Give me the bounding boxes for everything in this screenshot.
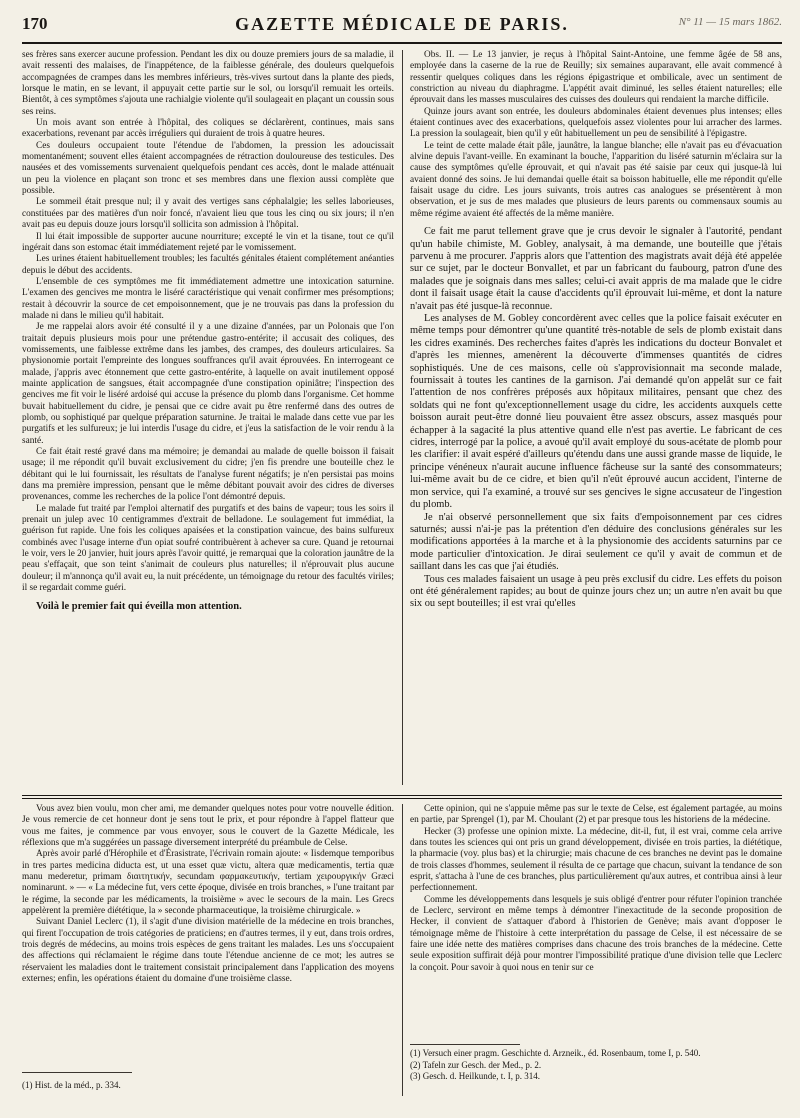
footnote: (1) Versuch einer pragm. Geschichte d. Arzneik., éd. Rosenbaum, tome I, p. 540. (410, 1048, 701, 1058)
section-rule (22, 798, 782, 799)
footnote: (2) Tafeln zur Gesch. der Med., p. 2. (410, 1059, 542, 1070)
lower-left-column (22, 804, 394, 1054)
paragraph: Les analyses de M. Gobley concordèrent avec celles que la police faisait exécuter en même temps pour démontrer qu'une quantité très-notable de sels de plomb existait dans les cidres examinés. Des recherches faites d'après les indications du docteur Bonvalet et d'après les miennes, amenèrent la découverte d'immenses quantités de cidres sophistiqués. Une de ces maisons, celle où s'approvisionnait ma seconde malade, fournissait à toutes les cantines de la garnison. J'ai demandé qu'on appelât sur ce fait l'attention de nos confrères préposés aux hôpitaux militaires, pensant que chez des soldats qui ne font qu'exceptionnellement usage du cidre, les accidents auxquels cette boisson aurait peut-être donné lieu pouvaient être assez obscurs, assez masqués pour échapper à la sagacité la plus attentive quand elle n'est pas avertie. Le fabricant de ces cidres, interrogé par la police, a avoué qu'il avait employé du sous-acétate de plomb pour les clarifier: il avait espéré d'ailleurs qu'étendu dans une aussi grande masse de liquide, le principe vénéneux n'aurait aucune influence fâcheuse sur la santé des consommateurs; lui-même avait bu de ce cidre, et bien qu'il n'eût éprouvé aucun accident, l'interne de mon service, qui l'a examiné, a trouvé sur ses gencives le signe accusateur de l'ingestion du plomb. (410, 313, 782, 511)
paragraph: Vous avez bien voulu, mon cher ami, me demander quelques notes pour votre nouvelle édition. Je vous remercie de cet honneur dont je sens tout le prix, et pour répondre à l'appel flatteur que vous me faites, je commence par vous envoyer, sous le couvert de la Gazette Médicale, les réflexions que m'a suggérées un passage diversement interprété du préambule de Celse. (22, 804, 394, 849)
lower-right-column (410, 804, 782, 1040)
journal-title: GAZETTE MÉDICALE DE PARIS. (235, 14, 569, 34)
column-divider (402, 804, 403, 1096)
paragraph: Quinze jours avant son entrée, les douleurs abdominales étaient devenues plus intenses; elles étaient continues avec des exacerbations, quelquefois assez violentes pour lui arracher des larmes. La pression la soulageait, bien qu'il y eût habituellement un peu de sensibilité à l'épigastre. (410, 106, 782, 140)
footnotes-right (410, 1048, 782, 1083)
page-number: 170 (22, 14, 48, 33)
header-rule (22, 42, 782, 44)
footnote: (3) Gesch. d. Heilkunde, t. I, p. 314. (410, 1071, 540, 1081)
section-rule (22, 795, 782, 796)
paragraph: Cette opinion, qui ne s'appuie même pas sur le texte de Celse, est également partagée, au moins en partie, par Sprengel (1), par M. Choulant (2) et par presque tous les historiens de la médecine. (410, 804, 782, 826)
paragraph: Ce fait était resté gravé dans ma mémoire; je demandai au malade de quelle boisson il faisait usage; il me répondit qu'il buvait exclusivement du cidre; j'en fis prendre une bouteille chez le débitant qui le lui fournissait, les résultats de l'analyse furent négatifs; je n'en persistai pas moins dans ma première impression, pensant que le même débitant pouvait avoir des cidres de diverses provenances, comme les recherches de la police l'ont démontré depuis. (22, 447, 394, 503)
closing-sentence: Voilà le premier fait qui éveilla mon attention. (36, 600, 242, 612)
paragraph: Suivant Daniel Leclerc (1), il s'agit d'une division matérielle de la médecine en trois branches, qui firent l'occupation de trois catégories de praticiens; en d'autres termes, il y eut, dans trois ordres, trois degrés de médecins, au moins trois espèces de gens traitant les malades. Les uns s'occupaient des affections qui réclamaient le régime dans toute l'étendue ancienne de ce mot; les autres se réservaient les maladies dont le traitement consistait principalement dans l'application des moyens externes; enfin, les opérations étaient du domaine d'une troisième classe. (22, 917, 394, 985)
footnote-rule (22, 1072, 132, 1073)
footnotes-left (22, 1080, 394, 1092)
page-header (22, 14, 782, 40)
handwritten-date-stamp: N° 11 — 15 mars 1862. (678, 16, 782, 28)
paragraph: Le malade fut traité par l'emploi alternatif des purgatifs et des bains de vapeur; tous les soirs il prenait un julep avec 10 centigrammes d'extrait de belladone. Le soulagement fut immédiat, la guérison fut rapide. Une fois les coliques apaisées et la constipation vaincue, des bains sulfureux combinés avec l'usage interne d'un opiat soufré contribuèrent à achever sa cure. Quand je retournai le voir, vers le 20 janvier, huit jours après l'avoir quitté, je remarquai que la coloration jaunâtre de la peau s'effaçait, que son teint s'animait de couleurs plus naturelles; il n'éprouvait plus aucune douleur; il m'annonça qu'il avait eu, la nuit précédente, un témoignage du retour des facultés viriles; il se regardait comme guéri. (22, 503, 394, 594)
paragraph: Après avoir parlé d'Hérophile et d'Érasistrate, l'écrivain romain ajoute: « Iisdemque temporibus in tres partes medicina diducta est, ut una esset quæ victu, altera quæ medicamentis, tertia quæ manu mederetur, primam διαιτητικήν, secundam φαρμακευτικήν, tertiam χειρουργικήν Græci nominarunt. » — « La médecine fut, vers cette époque, divisée en trois branches, » l'une traitant par le régime, la seconde par les médicaments, la troisième » avec le secours de la main. Les Grecs appelèrent la première diététique, la » seconde pharmaceutique, la troisième chirurgicale. » (22, 849, 394, 917)
footnote-rule (410, 1044, 520, 1045)
paragraph: Le teint de cette malade était pâle, jaunâtre, la langue blanche; elle n'avait pas eu d'évacuation alvine depuis l'avant-veille. En examinant la bouche, l'apparition du liséré saturnin m'éclaira sur la cause des symptômes qu'elle éprouvait, et qui n'avait pas été saisie par ceux qui jusque-là lui avaient donné des soins. Je lui demandai quelle était sa boisson habituelle, elle me répondit qu'elle faisait usage du cidre. Les jours suivants, trois autres cas analogues se présentèrent à mon observation, et je sus de mes malades que plusieurs de leurs parents ou commensaux soumis au même régime avaient été affectés de la même manière. (410, 140, 782, 219)
paragraph: Obs. II. — Le 13 janvier, je reçus à l'hôpital Saint-Antoine, une femme âgée de 58 ans, employée dans la caserne de la rue de Reuilly; six semaines auparavant, elle avait commencé à ressentir quelques coliques dans les régions épigastrique et ombilicale, avec un sentiment de constriction au niveau du diaphragme. L'appétit avait diminué, les selles étaient naturelles; elle éprouvait dans les masses musculaires des cuisses des douleurs qui rendaient la marche difficile. (410, 50, 782, 106)
paragraph: Le sommeil était presque nul; il y avait des vertiges sans céphalalgie; les selles laborieuses, constituées par des matières d'un noir foncé, n'avaient lieu que tous les cinq ou six jours; il n'en avait pas eu depuis douze jours lorsqu'il sollicita son admission à l'hôpital. (22, 197, 394, 231)
paragraph: Je me rappelai alors avoir été consulté il y a une dizaine d'années, par un Polonais que l'on traitait depuis plusieurs mois pour une prétendue gastro-entérite; il accusait des coliques, des vomissements, une faiblesse extrême dans les jambes, des crampes, des douleurs articulaires. Sa physionomie portait l'empreinte des longues souffrances qu'il avait éprouvées. En interrogeant ce malade, j'appris avec étonnement que cette gastro-entérite, à laquelle on avait inutilement opposé mainte application de sangsues, était accompagnée d'une constipation opiniâtre; l'inspection des gencives me fit voir le liséré ardoisé qui accuse la présence du plomb dans l'organisme. Cet homme buvait habituellement du cidre, je pensai que ce cidre avait pu être renfermé dans des outres de plomb, ou sophistiqué par quelque préparation saturnine. Je traitai le malade dans cette vue par les purgatifs et les sulfureux; je lui interdis l'usage du cidre, et j'eus la satisfaction de le voir rendu à la santé. (22, 322, 394, 446)
paragraph: L'ensemble de ces symptômes me fit immédiatement admettre une intoxication saturnine. L'examen des gencives me montra le liséré caractéristique qui venait confirmer mes présomptions; restait à découvrir la source de cet empoisonnement, que je ne trouvais pas dans la profession du malade ni dans le milieu qu'il habitait. (22, 276, 394, 321)
paragraph: Ces douleurs occupaient toute l'étendue de l'abdomen, la pression les adoucissait momentanément; souvent elles étaient accompagnées de rétraction douloureuse des testicules. Des nausées et des vomissements survenaient quelquefois pendant ces accès, dont le malade atténuait un peu la violence en plaçant son tronc et ses membres dans une flexion aussi complète que possible. (22, 140, 394, 197)
paragraph: Il lui était impossible de supporter aucune nourriture; excepté le vin et la tisane, tout ce qu'il ingérait dans son estomac était immédiatement rejeté par le vomissement. (22, 231, 394, 253)
upper-left-column (22, 50, 394, 785)
paragraph: Les urines étaient habituellement troubles; les facultés génitales étaient complétement anéanties depuis le début des accidents. (22, 254, 394, 276)
paragraph: Tous ces malades faisaient un usage à peu près exclusif du cidre. Les effets du poison ont été généralement rapides; au bout de quinze jours chez un; un autre n'en avait bu que six ou sept bouteilles; il est vrai qu'elles (410, 573, 782, 610)
paragraph: Un mois avant son entrée à l'hôpital, des coliques se déclarèrent, continues, mais sans exacerbations, revenant par accès irréguliers qui duraient de trois à quatre heures. (22, 118, 394, 140)
paragraph: ses frères sans exercer aucune profession. Pendant les dix ou douze premiers jours de sa maladie, il avait ressenti des malaises, de l'inappétence, de la faiblesse générale, des douleurs quelquefois accompagnées de crampes dans les membres inférieurs, très-vives surtout dans la plante des pieds, lorsque le matin, en se levant, il appuyait cette partie sur le sol, ou lorsqu'il remuait les orteils. Bientôt, à ces symptômes s'ajouta une rachialgie violente qu'il soulageait en plaçant un coussin sous ses reins. (22, 50, 394, 117)
paragraph: Hecker (3) professe une opinion mixte. La médecine, dit-il, fut, il est vrai, comme cela arrive dans toutes les sciences qui ont pris un grand développement, divisée en trois parties, la diététique, la pharmacie (voy. plus bas) et la chirurgie; mais chacune de ces branches ne devint pas le domaine de trois classes d'hommes, seulement il résulta de ce partage que chacun, suivant la tendance de son esprit, s'attacha à l'une de ces branches, plus particulièrement qu'aux autres, et contribua ainsi à leur perfectionnement. (410, 826, 782, 894)
paragraph: Comme les développements dans lesquels je suis obligé d'entrer pour réfuter l'opinion tranchée de Leclerc, serviront en même temps à démontrer l'inexactitude de la seconde proposition de Hecker, il convient de s'attaquer d'abord à l'historien de Genève; mais avant d'opposer le témoignage même de l'histoire à cette interprétation du passage de Celse, il est nécessaire de se faire une idée nette des matières comprises dans chacune des trois branches de la médecine. Cette seule exposition suffirait déjà pour montrer l'impossibilité pratique d'une division telle que Leclerc la conçoit. Pour savoir à quoi nous en tenir sur ce (410, 894, 782, 973)
column-divider (402, 50, 403, 785)
paragraph: Je n'ai observé personnellement que six faits d'empoisonnement par ces cidres saturnés; aussi n'ai-je pas la prétention d'en déduire des conclusions générales sur les modifications apportées à la marche et à la physionomie des accidents saturnins par ce mode particulier d'intoxication. Je dirai seulement ce qu'il y avait de commun et de saillant dans les cas que j'ai étudiés. (410, 511, 782, 573)
paragraph: Ce fait me parut tellement grave que je crus devoir le signaler à l'autorité, pendant qu'un habile chimiste, M. Gobley, analysait, à ma demande, une bouteille que j'étais parvenu à me procurer. J'appris alors que l'attention des magistrats avait déjà été appelée sur ce sujet, par le docteur Bonvallet, et par un fabricant du faubourg, patron d'une des malades que je soignais dans mes salles; celui-ci avait appris de ma malade que le cidre dont il faisait usage était la cause d'accidents qu'il éprouvait lui-même, et dont la nature n'avait pas été jusque-là reconnue. (410, 226, 782, 312)
footnote: (1) Hist. de la méd., p. 334. (22, 1080, 121, 1090)
upper-right-column (410, 50, 782, 785)
